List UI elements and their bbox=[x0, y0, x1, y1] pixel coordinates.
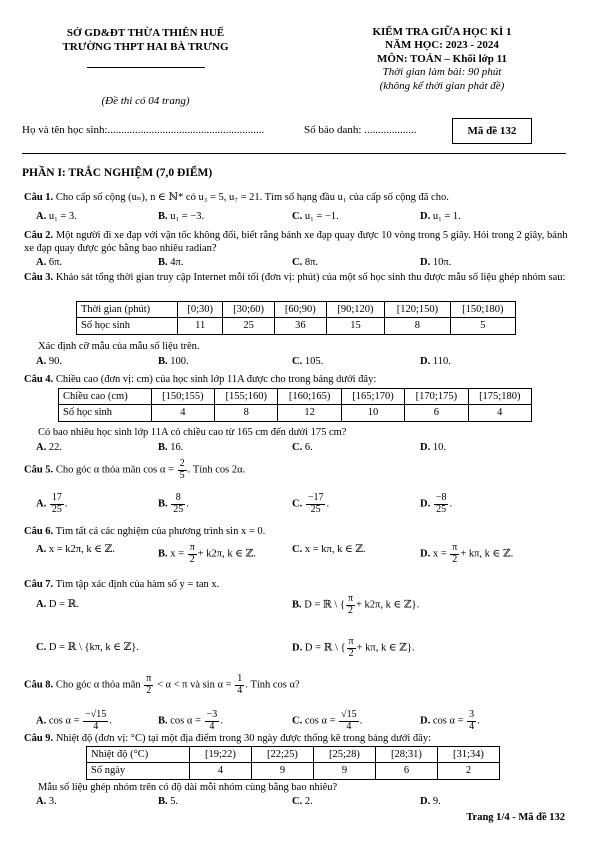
table-row: Thời gian (phút) [0;30) [30;60) [60;90) [90;120) [120;150) [150;180) bbox=[77, 302, 516, 318]
option-b[interactable]: B. 100. bbox=[158, 356, 189, 367]
option-d[interactable]: D. 110. bbox=[420, 356, 451, 367]
question-text: Cho cấp số cộng (uₙ), n ∈ ℕ* có u₃ = 5, u₇ = 21. Tìm số hạng đầu u₁ của cấp số cộng đã cho. bbox=[55, 192, 449, 203]
table-row: Nhiệt độ (°C) [19;22) [22;25) [25;28) [28;31) [31;34) bbox=[87, 747, 500, 763]
pages-note: (Đề thi có 04 trang) bbox=[101, 95, 190, 107]
option-d[interactable]: D. cos α = $\frac{3}{4}$ . bbox=[420, 709, 480, 732]
option-b[interactable]: B. 4π. bbox=[158, 257, 184, 268]
option-c[interactable]: C. x = kπ, k ∈ ℤ. bbox=[292, 544, 366, 555]
fraction: $\frac{\pi}{2}$ bbox=[146, 673, 152, 696]
question-text: Nhiệt độ (đơn vị: °C) tại một địa điểm trong 30 ngày được thống kê trong bảng dưới đây: bbox=[55, 733, 431, 744]
option-d[interactable]: D. $\frac{-8}{25}$ . bbox=[420, 492, 453, 515]
school-year: NĂM HỌC: 2023 - 2024 bbox=[385, 39, 499, 52]
question-9: Câu 9. Nhiệt độ (đơn vị: °C) tại một địa điểm trong 30 ngày được thống kê trong bảng dưới đây: bbox=[24, 733, 431, 744]
time-note: (không kể thời gian phát đề) bbox=[379, 79, 505, 92]
option-b[interactable]: B. 16. bbox=[158, 442, 184, 453]
option-a[interactable]: A. cos α = $\frac{-√15}{4}$ . bbox=[36, 709, 112, 732]
question-text: Tìm tập xác định của hàm số y = tan x. bbox=[55, 579, 220, 590]
student-name-field: Họ và tên học sinh:......................................................... bbox=[22, 124, 265, 136]
question-8: Câu 8. Cho góc α thỏa mãn $\frac{\pi}{2}$ < α < π và sin α = $\frac{1}{4}$ . Tính cos α? bbox=[24, 673, 300, 696]
part-title: PHẦN I: TRẮC NGHIỆM (7,0 ĐIỂM) bbox=[22, 167, 213, 179]
time-limit: Thời gian làm bài: 90 phút bbox=[382, 66, 502, 79]
table-row: Số ngày 4 9 9 6 2 bbox=[87, 763, 500, 779]
option-b[interactable]: B. $\frac{8}{25}$ . bbox=[158, 492, 189, 515]
candidate-number-field: Số báo danh: ................... bbox=[304, 124, 417, 136]
table-row: Số học sinh 11 25 36 15 8 5 bbox=[77, 318, 516, 334]
option-d[interactable]: D. u₁ = 1. bbox=[420, 211, 461, 222]
question-label: Câu 1. bbox=[24, 192, 54, 203]
option-c[interactable]: C. 6. bbox=[292, 442, 313, 453]
question-text: Khảo sát tổng thời gian truy cập Internet mỗi tối (đơn vị: phút) của một số học sinh thu được mẫu số liệu ghép nhóm sau: bbox=[55, 272, 566, 283]
question-1 bbox=[24, 191, 569, 204]
option-a[interactable]: A. 22. bbox=[36, 442, 62, 453]
option-d[interactable]: D. 10. bbox=[420, 442, 446, 453]
table-row: Chiều cao (cm) [150;155) [155;160) [160;165) [165;170) [170;175) [175;180) bbox=[59, 389, 532, 405]
option-b[interactable]: B. cos α = $\frac{-3}{4}$ . bbox=[158, 709, 223, 732]
question-4: Câu 4. Chiều cao (đơn vị: cm) của học sinh lớp 11A được cho trong bảng dưới đây: bbox=[24, 374, 377, 385]
option-b[interactable]: B. D = ℝ \ { $\frac{\pi}{2}$ + k2π, k ∈ ℤ}. bbox=[292, 593, 420, 616]
option-d[interactable]: D. 9. bbox=[420, 796, 441, 807]
option-c[interactable]: C. 8π. bbox=[292, 257, 319, 268]
exam-code-box: Mã đề 132 bbox=[452, 118, 532, 144]
option-c[interactable]: C. 2. bbox=[292, 796, 313, 807]
option-d[interactable]: D. D = ℝ \ { $\frac{\pi}{2}$ + kπ, k ∈ ℤ}. bbox=[292, 636, 415, 659]
option-a[interactable]: A. u₁ = 3. bbox=[36, 211, 77, 222]
subject: MÔN: TOÁN – Khối lớp 11 bbox=[376, 52, 508, 65]
question-3: Câu 3. Khảo sát tổng thời gian truy cập Internet mỗi tối (đơn vị: phút) của một số học sinh thu được mẫu số liệu ghép nhóm sau: bbox=[24, 272, 566, 283]
question-9-prompt: Mẫu số liệu ghép nhóm trên có độ dài mỗi nhóm cùng bằng bao nhiêu? bbox=[38, 782, 338, 793]
question-text: Tìm tất cả các nghiệm của phương trình sin x = 0. bbox=[55, 526, 266, 537]
question-5: Câu 5. Cho góc α thỏa mãn cos α = $\frac{2}{5}$ . Tính cos 2α. bbox=[24, 458, 246, 481]
option-a[interactable]: A. $\frac{17}{25}$ . bbox=[36, 492, 68, 515]
option-a[interactable]: A. D = ℝ. bbox=[36, 599, 79, 610]
question-7: Câu 7. Tìm tập xác định của hàm số y = tan x. bbox=[24, 579, 220, 590]
option-c[interactable]: C. u₁ = −1. bbox=[292, 211, 339, 222]
option-c[interactable]: C. cos α = $\frac{√15}{4}$ . bbox=[292, 709, 363, 732]
header-divider bbox=[22, 153, 566, 154]
question-4-table bbox=[58, 388, 532, 422]
option-a[interactable]: A. 6π. bbox=[36, 257, 63, 268]
option-b[interactable]: B. 5. bbox=[158, 796, 179, 807]
option-d[interactable]: D. 10π. bbox=[420, 257, 452, 268]
exam-header bbox=[308, 26, 576, 93]
fraction: $\frac{2}{5}$ bbox=[179, 458, 185, 481]
option-c[interactable]: C. D = ℝ \ {kπ, k ∈ ℤ}. bbox=[36, 642, 139, 653]
option-d[interactable]: D. x = $\frac{\pi}{2}$ + kπ, k ∈ ℤ. bbox=[420, 542, 514, 565]
option-a[interactable]: A. 3. bbox=[36, 796, 57, 807]
option-c[interactable]: C. $\frac{-17}{25}$ . bbox=[292, 492, 330, 515]
exam-title: KIỂM TRA GIỮA HỌC KÌ 1 bbox=[372, 26, 512, 38]
option-b[interactable]: B. u₁ = −3. bbox=[158, 211, 205, 222]
table-row: Số học sinh 4 8 12 10 6 4 bbox=[59, 405, 532, 421]
question-9-table bbox=[86, 746, 500, 780]
option-b[interactable]: B. x = $\frac{\pi}{2}$ + k2π, k ∈ ℤ. bbox=[158, 542, 256, 565]
page-footer: Trang 1/4 - Mã đề 132 bbox=[466, 812, 565, 823]
option-a[interactable]: A. 90. bbox=[36, 356, 62, 367]
question-4-prompt: Có bao nhiêu học sinh lớp 11A có chiều cao từ 165 cm đến dưới 175 cm? bbox=[38, 427, 347, 438]
option-a[interactable]: A. x = k2π, k ∈ ℤ. bbox=[36, 544, 115, 555]
question-3-prompt: Xác định cỡ mẫu của mẫu số liệu trên. bbox=[38, 341, 200, 352]
department-name: SỞ GD&ĐT THỪA THIÊN HUẾ bbox=[66, 27, 225, 39]
header-underline bbox=[87, 67, 205, 68]
option-c[interactable]: C. 105. bbox=[292, 356, 324, 367]
fraction: $\frac{1}{4}$ bbox=[237, 673, 243, 696]
school-header bbox=[18, 26, 273, 68]
question-text: Chiều cao (đơn vị: cm) của học sinh lớp 11A được cho trong bảng dưới đây: bbox=[55, 374, 377, 385]
question-3-table bbox=[76, 301, 516, 335]
question-6: Câu 6. Tìm tất cả các nghiệm của phương trình sin x = 0. bbox=[24, 526, 266, 537]
school-name: TRƯỜNG THPT HAI BÀ TRƯNG bbox=[62, 41, 229, 54]
question-text: Một người đi xe đạp với vận tốc không đổi, biết rằng bánh xe đạp quay được 10 vòng trong 5 giây. Hỏi trong 2 giây, bánh xe đạp quay được góc bằng bao nhiêu radian? bbox=[24, 230, 568, 255]
question-2: Câu 2. Một người đi xe đạp với vận tốc không đổi, biết rằng bánh xe đạp quay được 10 vòng trong 5 giây. Hỏi trong 2 giây, bánh xe đạp quay được góc bằng bao nhiêu radian? bbox=[24, 230, 568, 255]
